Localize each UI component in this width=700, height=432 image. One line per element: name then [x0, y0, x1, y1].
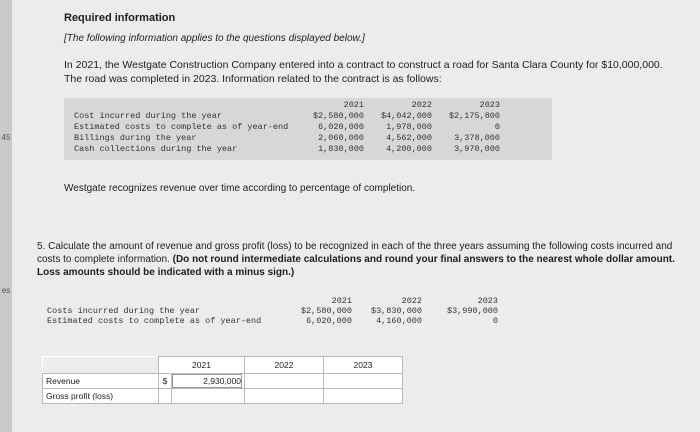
info-cell: 0 — [494, 122, 500, 132]
info-cell: 2,060,000 — [318, 133, 364, 143]
revenue-2021-input[interactable] — [172, 374, 245, 389]
info-year-2022: 2022 — [411, 100, 432, 110]
revenue-2023-input[interactable] — [324, 374, 403, 389]
alt-year-2023: 2023 — [477, 296, 498, 306]
question-5-prompt: 5. Calculate the amount of revenue and gross profit (loss) to be recognized in each of the three years assuming the following costs incurred and costs to complete information. — [37, 241, 673, 265]
gross-profit-label: Gross profit (loss) — [43, 389, 159, 404]
answer-header-blank — [43, 357, 159, 374]
answer-header-2021: 2021 — [159, 357, 245, 374]
info-row-label: Estimated costs to complete as of year-end — [74, 122, 289, 132]
question-5-text — [37, 240, 697, 279]
alt-cell: $3,830,000 — [370, 306, 422, 316]
revenue-2022-input[interactable] — [245, 374, 324, 389]
info-cell: $2,580,000 — [312, 111, 364, 121]
info-cell: 1,978,000 — [386, 122, 432, 132]
info-row-label: Billings during the year — [74, 133, 197, 143]
alt-cell: 0 — [492, 316, 498, 326]
info-cell: 1,830,000 — [318, 144, 364, 154]
gross-profit-2021-input[interactable] — [172, 389, 245, 404]
question-5-instructions: (Do not round intermediate calculations and round your final answers to the nearest whole dollar amount. Loss amounts should be indicated with a minus sign.) — [37, 254, 675, 278]
answer-table — [42, 356, 403, 404]
info-row-label: Cash collections during the year — [74, 144, 238, 154]
revenue-label: Revenue — [43, 374, 159, 389]
alt-row-label: Estimated costs to complete as of year-end — [47, 316, 262, 326]
question-page — [12, 0, 700, 432]
gross-profit-currency — [159, 389, 172, 404]
alt-cell: 6,020,000 — [306, 316, 352, 326]
alt-cell: $3,990,000 — [446, 306, 498, 316]
required-info-title: Required information — [64, 12, 176, 24]
revenue-2021-value[interactable]: 2,930,000 — [172, 374, 242, 388]
table-row — [43, 374, 403, 389]
info-cell: $2,175,800 — [448, 111, 500, 121]
info-cell: $4,042,000 — [380, 111, 432, 121]
answer-header-2023: 2023 — [324, 357, 403, 374]
info-cell: 3,378,000 — [454, 133, 500, 143]
alt-row-label: Costs incurred during the year — [47, 306, 201, 316]
contract-intro: In 2021, the Westgate Construction Company entered into a contract to construct a road for Santa Clara County for $10,000,000. The road was completed in 2023. Information related to the contract is as follows: — [64, 59, 663, 85]
table-row — [43, 389, 403, 404]
revenue-currency: $ — [159, 374, 172, 389]
alt-year-2021: 2021 — [331, 296, 352, 306]
alt-cell: $2,580,000 — [300, 306, 352, 316]
info-cell: 4,562,000 — [386, 133, 432, 143]
gross-profit-2023-input[interactable] — [324, 389, 403, 404]
info-year-2023: 2023 — [479, 100, 500, 110]
alt-cell: 4,160,000 — [376, 316, 422, 326]
info-row-label: Cost incurred during the year — [74, 111, 222, 121]
gross-profit-2022-input[interactable] — [245, 389, 324, 404]
answer-header-2022: 2022 — [245, 357, 324, 374]
required-info-note: [The following information applies to the questions displayed below.] — [64, 33, 365, 44]
info-cell: 6,020,000 — [318, 122, 364, 132]
info-cell: 3,970,000 — [454, 144, 500, 154]
alt-year-2022: 2022 — [401, 296, 422, 306]
revenue-recognition-note: Westgate recognizes revenue over time according to percentage of completion. — [64, 183, 416, 194]
info-cell: 4,200,000 — [386, 144, 432, 154]
edge-tab-lower[interactable]: es — [1, 286, 11, 295]
info-year-2021: 2021 — [343, 100, 364, 110]
edge-tab-top[interactable]: 45 — [1, 133, 11, 142]
